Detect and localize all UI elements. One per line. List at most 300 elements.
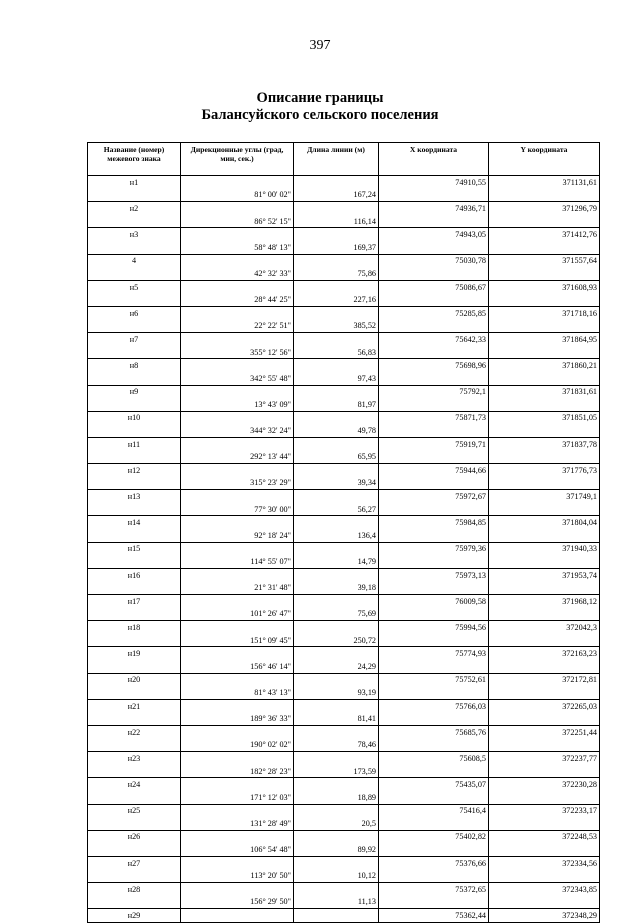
direction-angle: 77° 30' 00"	[181, 503, 294, 516]
segment-row	[88, 896, 600, 909]
empty-cell	[379, 896, 489, 909]
x-coordinate: 74910,55	[379, 176, 489, 189]
y-coordinate: 371837,78	[489, 437, 600, 450]
x-coordinate: 75979,36	[379, 542, 489, 555]
empty-cell	[88, 372, 181, 385]
x-coordinate: 75362,44	[379, 909, 489, 923]
point-name: н18	[88, 621, 181, 634]
line-length: 93,19	[294, 686, 379, 699]
direction-angle: 21° 31' 48"	[181, 581, 294, 594]
point-row	[88, 385, 600, 398]
empty-cell	[181, 883, 294, 896]
empty-cell	[88, 189, 181, 202]
point-row	[88, 725, 600, 738]
x-coordinate: 75402,82	[379, 830, 489, 843]
empty-cell	[294, 856, 379, 869]
line-length: 173,59	[294, 765, 379, 778]
empty-cell	[294, 595, 379, 608]
direction-angle: 106° 54' 48"	[181, 843, 294, 856]
empty-cell	[181, 385, 294, 398]
point-row	[88, 568, 600, 581]
y-coordinate: 371718,16	[489, 306, 600, 319]
empty-cell	[379, 529, 489, 542]
empty-cell	[379, 817, 489, 830]
line-length: 14,79	[294, 555, 379, 568]
header-angle: Дирекционные углы (град, мин, сек.)	[181, 143, 294, 176]
line-length: 56,27	[294, 503, 379, 516]
line-length: 24,29	[294, 660, 379, 673]
point-row	[88, 856, 600, 869]
direction-angle: 81° 43' 13"	[181, 686, 294, 699]
line-length: 65,95	[294, 450, 379, 463]
empty-cell	[489, 424, 600, 437]
empty-cell	[489, 712, 600, 725]
empty-cell	[88, 843, 181, 856]
point-row	[88, 464, 600, 477]
empty-cell	[181, 176, 294, 189]
empty-cell	[181, 542, 294, 555]
direction-angle: 151° 09' 45"	[181, 634, 294, 647]
segment-row	[88, 372, 600, 385]
point-row	[88, 202, 600, 215]
empty-cell	[379, 503, 489, 516]
empty-cell	[88, 660, 181, 673]
line-length: 49,78	[294, 424, 379, 437]
point-row	[88, 778, 600, 791]
y-coordinate: 371608,93	[489, 280, 600, 293]
point-row	[88, 595, 600, 608]
empty-cell	[88, 529, 181, 542]
empty-cell	[294, 516, 379, 529]
point-row	[88, 804, 600, 817]
point-row	[88, 647, 600, 660]
direction-angle: 86° 52' 15"	[181, 215, 294, 228]
y-coordinate: 372348,29	[489, 909, 600, 923]
x-coordinate: 75285,85	[379, 306, 489, 319]
segment-row	[88, 660, 600, 673]
empty-cell	[489, 869, 600, 882]
empty-cell	[294, 202, 379, 215]
empty-cell	[489, 450, 600, 463]
y-coordinate: 372230,28	[489, 778, 600, 791]
x-coordinate: 75372,65	[379, 883, 489, 896]
empty-cell	[88, 293, 181, 306]
segment-row	[88, 791, 600, 804]
direction-angle: 58° 48' 13"	[181, 241, 294, 254]
x-coordinate: 75086,67	[379, 280, 489, 293]
segment-row	[88, 450, 600, 463]
line-length: 56,83	[294, 346, 379, 359]
empty-cell	[489, 320, 600, 333]
line-length: 18,89	[294, 791, 379, 804]
empty-cell	[294, 883, 379, 896]
empty-cell	[88, 791, 181, 804]
y-coordinate: 372163,23	[489, 647, 600, 660]
direction-angle: 342° 55' 48"	[181, 372, 294, 385]
empty-cell	[88, 739, 181, 752]
point-name: н24	[88, 778, 181, 791]
empty-cell	[88, 817, 181, 830]
empty-cell	[181, 673, 294, 686]
point-name: н25	[88, 804, 181, 817]
point-row	[88, 699, 600, 712]
empty-cell	[88, 424, 181, 437]
point-name: н8	[88, 359, 181, 372]
empty-cell	[489, 372, 600, 385]
y-coordinate: 372334,56	[489, 856, 600, 869]
line-length: 39,18	[294, 581, 379, 594]
empty-cell	[88, 608, 181, 621]
y-coordinate: 371131,61	[489, 176, 600, 189]
empty-cell	[489, 477, 600, 490]
empty-cell	[88, 215, 181, 228]
empty-cell	[379, 450, 489, 463]
segment-row	[88, 555, 600, 568]
direction-angle: 315° 23' 29"	[181, 477, 294, 490]
empty-cell	[379, 555, 489, 568]
empty-cell	[489, 817, 600, 830]
point-name: н9	[88, 385, 181, 398]
empty-cell	[181, 202, 294, 215]
direction-angle: 13° 43' 09"	[181, 398, 294, 411]
y-coordinate: 371968,12	[489, 595, 600, 608]
point-name: н3	[88, 228, 181, 241]
y-coordinate: 371412,76	[489, 228, 600, 241]
empty-cell	[294, 254, 379, 267]
point-row	[88, 280, 600, 293]
empty-cell	[88, 686, 181, 699]
empty-cell	[181, 359, 294, 372]
empty-cell	[379, 686, 489, 699]
point-name: н11	[88, 437, 181, 450]
line-length: 20,5	[294, 817, 379, 830]
y-coordinate: 371953,74	[489, 568, 600, 581]
point-name: н14	[88, 516, 181, 529]
y-coordinate: 371851,05	[489, 411, 600, 424]
empty-cell	[181, 699, 294, 712]
y-coordinate: 372237,77	[489, 752, 600, 765]
point-name: н23	[88, 752, 181, 765]
direction-angle: 28° 44' 25"	[181, 293, 294, 306]
empty-cell	[294, 752, 379, 765]
line-length: 169,37	[294, 241, 379, 254]
x-coordinate: 75972,67	[379, 490, 489, 503]
y-coordinate: 371940,33	[489, 542, 600, 555]
point-row	[88, 752, 600, 765]
y-coordinate: 372248,53	[489, 830, 600, 843]
empty-cell	[379, 660, 489, 673]
table-body	[88, 176, 600, 923]
point-name: н20	[88, 673, 181, 686]
title-line-1: Описание границы	[256, 90, 384, 106]
empty-cell	[88, 503, 181, 516]
y-coordinate: 371776,73	[489, 464, 600, 477]
empty-cell	[379, 634, 489, 647]
empty-cell	[489, 241, 600, 254]
x-coordinate: 75435,07	[379, 778, 489, 791]
x-coordinate: 75642,33	[379, 333, 489, 346]
header-name: Название (номер) межевого знака	[88, 143, 181, 176]
empty-cell	[489, 660, 600, 673]
empty-cell	[379, 241, 489, 254]
empty-cell	[294, 542, 379, 555]
direction-angle: 189° 36' 33"	[181, 712, 294, 725]
line-length: 116,14	[294, 215, 379, 228]
empty-cell	[181, 568, 294, 581]
line-length: 81,41	[294, 712, 379, 725]
direction-angle: 292° 13' 44"	[181, 450, 294, 463]
empty-cell	[294, 647, 379, 660]
empty-cell	[294, 568, 379, 581]
y-coordinate: 371557,64	[489, 254, 600, 267]
empty-cell	[181, 464, 294, 477]
x-coordinate: 75030,78	[379, 254, 489, 267]
point-row	[88, 909, 600, 923]
direction-angle: 190° 02' 02"	[181, 739, 294, 752]
empty-cell	[181, 490, 294, 503]
x-coordinate: 75685,76	[379, 725, 489, 738]
point-name: н2	[88, 202, 181, 215]
empty-cell	[379, 765, 489, 778]
direction-angle: 81° 00' 02"	[181, 189, 294, 202]
empty-cell	[181, 280, 294, 293]
empty-cell	[489, 843, 600, 856]
segment-row	[88, 739, 600, 752]
segment-row	[88, 869, 600, 882]
point-row	[88, 673, 600, 686]
empty-cell	[489, 634, 600, 647]
empty-cell	[294, 333, 379, 346]
point-row	[88, 542, 600, 555]
empty-cell	[379, 477, 489, 490]
line-length: 75,69	[294, 608, 379, 621]
point-name: н26	[88, 830, 181, 843]
empty-cell	[181, 804, 294, 817]
point-name: н16	[88, 568, 181, 581]
title-line-2: Балансуйского сельского поселения	[201, 107, 439, 123]
direction-angle: 114° 55' 07"	[181, 555, 294, 568]
segment-row	[88, 215, 600, 228]
y-coordinate: 371860,21	[489, 359, 600, 372]
x-coordinate: 75944,66	[379, 464, 489, 477]
empty-cell	[294, 778, 379, 791]
empty-cell	[379, 843, 489, 856]
y-coordinate: 372343,85	[489, 883, 600, 896]
point-row	[88, 411, 600, 424]
empty-cell	[88, 896, 181, 909]
x-coordinate: 75871,73	[379, 411, 489, 424]
empty-cell	[294, 464, 379, 477]
empty-cell	[294, 228, 379, 241]
y-coordinate: 371749,1	[489, 490, 600, 503]
point-name: н1	[88, 176, 181, 189]
segment-row	[88, 503, 600, 516]
table-header-row	[88, 143, 600, 176]
segment-row	[88, 843, 600, 856]
empty-cell	[379, 791, 489, 804]
x-coordinate: 75752,61	[379, 673, 489, 686]
x-coordinate: 76009,58	[379, 595, 489, 608]
point-row	[88, 306, 600, 319]
segment-row	[88, 765, 600, 778]
segment-row	[88, 686, 600, 699]
empty-cell	[489, 503, 600, 516]
empty-cell	[88, 765, 181, 778]
direction-angle: 355° 12' 56"	[181, 346, 294, 359]
empty-cell	[294, 280, 379, 293]
empty-cell	[379, 372, 489, 385]
point-name: н17	[88, 595, 181, 608]
direction-angle: 156° 46' 14"	[181, 660, 294, 673]
line-length: 97,43	[294, 372, 379, 385]
segment-row	[88, 293, 600, 306]
line-length: 10,12	[294, 869, 379, 882]
header-x: X координата	[379, 143, 489, 176]
empty-cell	[294, 621, 379, 634]
direction-angle: 42° 32' 33"	[181, 267, 294, 280]
point-name: н15	[88, 542, 181, 555]
point-name: н22	[88, 725, 181, 738]
point-row	[88, 228, 600, 241]
empty-cell	[379, 293, 489, 306]
point-name: н5	[88, 280, 181, 293]
direction-angle: 113° 20' 50"	[181, 869, 294, 882]
empty-cell	[181, 411, 294, 424]
point-row	[88, 437, 600, 450]
y-coordinate: 371864,95	[489, 333, 600, 346]
point-row	[88, 883, 600, 896]
segment-row	[88, 398, 600, 411]
empty-cell	[379, 320, 489, 333]
empty-cell	[88, 712, 181, 725]
empty-cell	[181, 228, 294, 241]
empty-cell	[181, 595, 294, 608]
document-title	[0, 90, 640, 124]
point-name: н12	[88, 464, 181, 477]
empty-cell	[379, 712, 489, 725]
point-row	[88, 333, 600, 346]
y-coordinate: 372265,03	[489, 699, 600, 712]
empty-cell	[294, 909, 379, 923]
empty-cell	[181, 306, 294, 319]
direction-angle: 131° 28' 49"	[181, 817, 294, 830]
point-row	[88, 621, 600, 634]
empty-cell	[489, 791, 600, 804]
point-row	[88, 830, 600, 843]
point-name: н6	[88, 306, 181, 319]
empty-cell	[294, 830, 379, 843]
y-coordinate: 372233,17	[489, 804, 600, 817]
point-name: н7	[88, 333, 181, 346]
empty-cell	[489, 398, 600, 411]
x-coordinate: 75416,4	[379, 804, 489, 817]
x-coordinate: 75698,96	[379, 359, 489, 372]
y-coordinate: 371296,79	[489, 202, 600, 215]
x-coordinate: 74943,05	[379, 228, 489, 241]
direction-angle: 344° 32' 24"	[181, 424, 294, 437]
empty-cell	[181, 333, 294, 346]
empty-cell	[181, 621, 294, 634]
empty-cell	[88, 320, 181, 333]
empty-cell	[181, 647, 294, 660]
x-coordinate: 75608,5	[379, 752, 489, 765]
point-name: н13	[88, 490, 181, 503]
line-length: 227,16	[294, 293, 379, 306]
direction-angle: 92° 18' 24"	[181, 529, 294, 542]
line-length: 81,97	[294, 398, 379, 411]
empty-cell	[379, 424, 489, 437]
empty-cell	[181, 752, 294, 765]
line-length: 89,92	[294, 843, 379, 856]
empty-cell	[294, 725, 379, 738]
line-length: 75,86	[294, 267, 379, 280]
empty-cell	[88, 450, 181, 463]
direction-angle: 171° 12' 03"	[181, 791, 294, 804]
direction-angle: 101° 26' 47"	[181, 608, 294, 621]
x-coordinate: 75774,93	[379, 647, 489, 660]
point-name: н28	[88, 883, 181, 896]
x-coordinate: 74936,71	[379, 202, 489, 215]
empty-cell	[294, 490, 379, 503]
empty-cell	[88, 346, 181, 359]
empty-cell	[294, 673, 379, 686]
empty-cell	[294, 699, 379, 712]
point-row	[88, 359, 600, 372]
line-length: 250,72	[294, 634, 379, 647]
point-row	[88, 254, 600, 267]
empty-cell	[88, 477, 181, 490]
empty-cell	[489, 529, 600, 542]
empty-cell	[489, 739, 600, 752]
empty-cell	[379, 398, 489, 411]
empty-cell	[379, 267, 489, 280]
empty-cell	[294, 385, 379, 398]
point-name: н21	[88, 699, 181, 712]
y-coordinate: 371804,04	[489, 516, 600, 529]
empty-cell	[181, 830, 294, 843]
empty-cell	[489, 267, 600, 280]
segment-row	[88, 241, 600, 254]
header-length: Длина линии (м)	[294, 143, 379, 176]
empty-cell	[489, 581, 600, 594]
line-length: 78,46	[294, 739, 379, 752]
boundary-table	[87, 142, 600, 923]
empty-cell	[489, 686, 600, 699]
x-coordinate: 75792,1	[379, 385, 489, 398]
line-length: 385,52	[294, 320, 379, 333]
empty-cell	[181, 725, 294, 738]
empty-cell	[489, 215, 600, 228]
segment-row	[88, 581, 600, 594]
y-coordinate: 372251,44	[489, 725, 600, 738]
empty-cell	[181, 778, 294, 791]
direction-angle: 156° 29' 50"	[181, 896, 294, 909]
empty-cell	[379, 869, 489, 882]
empty-cell	[379, 581, 489, 594]
line-length: 11,13	[294, 896, 379, 909]
point-name: н10	[88, 411, 181, 424]
direction-angle: 22° 22' 51"	[181, 320, 294, 333]
segment-row	[88, 424, 600, 437]
segment-row	[88, 267, 600, 280]
empty-cell	[88, 634, 181, 647]
x-coordinate: 75984,85	[379, 516, 489, 529]
empty-cell	[379, 189, 489, 202]
segment-row	[88, 817, 600, 830]
empty-cell	[489, 555, 600, 568]
y-coordinate: 372042,3	[489, 621, 600, 634]
x-coordinate: 75766,03	[379, 699, 489, 712]
